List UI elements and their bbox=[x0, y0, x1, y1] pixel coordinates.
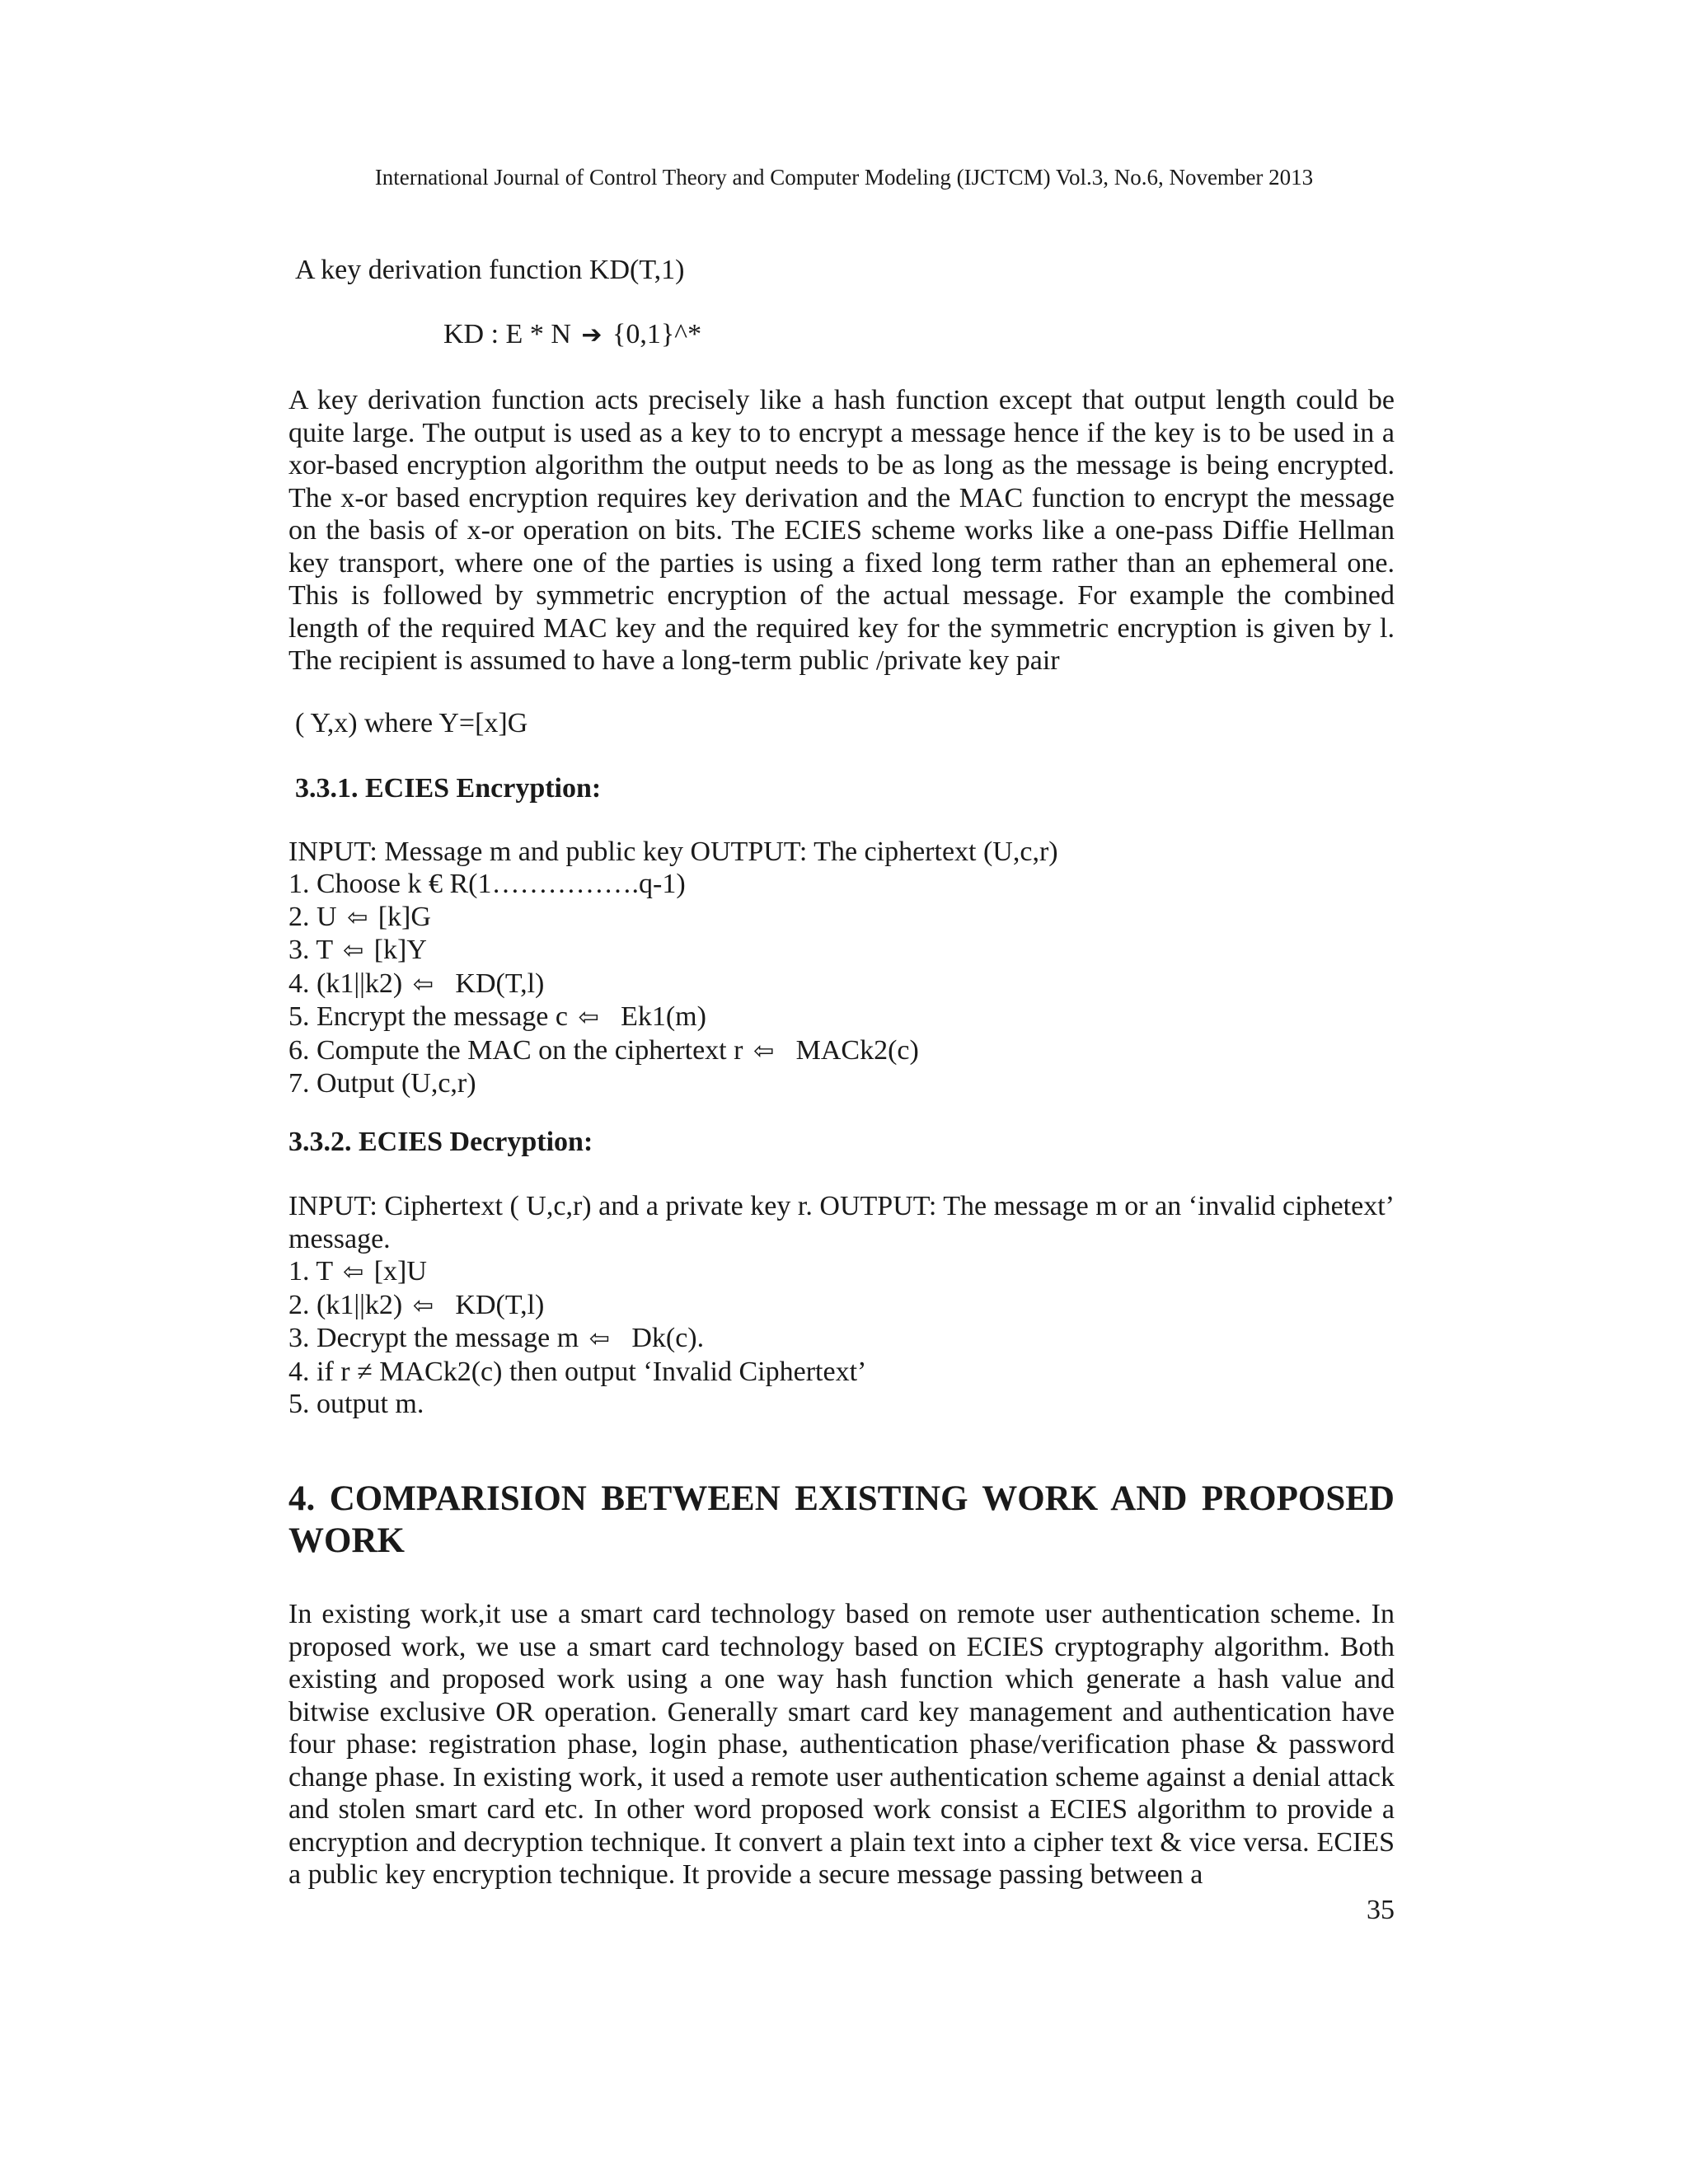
step-value: [x]U bbox=[373, 1256, 427, 1286]
right-arrow-icon: ➔ bbox=[581, 321, 603, 349]
kd-definition bbox=[443, 318, 701, 352]
step-value: KD(T,l) bbox=[455, 1289, 545, 1320]
decryption-heading: 3.3.2. ECIES Decryption: bbox=[288, 1127, 593, 1157]
step-value: [k]G bbox=[377, 901, 431, 932]
step-text: 4. (k1||k2) bbox=[288, 968, 403, 999]
encryption-step-4 bbox=[288, 968, 919, 1001]
decryption-io-text: INPUT: Ciphertext ( U,c,r) and a private key r. OUTPUT: The message m or an ‘invalid ciphetext’ message. bbox=[288, 1191, 1395, 1254]
left-arrow-icon: ⇦ bbox=[588, 1324, 610, 1353]
decryption-step-2 bbox=[288, 1289, 866, 1323]
left-arrow-icon: ⇦ bbox=[343, 936, 364, 965]
left-arrow-icon: ⇦ bbox=[412, 969, 434, 999]
section-4-paragraph-text: In existing work,it use a smart card technology based on remote user authentication scheme. In proposed work, we use a smart card technology based on ECIES cryptography algorithm. Both existing and proposed work using a one way hash function which generate a hash value and bitwise exclusive OR operation. Generally smart card key management and authentication have four phase: registration phase, login phase, authentication phase/verification phase & password change phase. In existing work, it used a remote user authentication scheme against a denial attack and stolen smart card etc. In other word proposed work consist a ECIES algorithm to provide a encryption and decryption technique. It convert a plain text into a cipher text & vice versa. ECIES a public key encryption technique. It provide a secure message passing between a bbox=[288, 1599, 1395, 1890]
decryption-steps bbox=[288, 1255, 866, 1421]
step-value: Dk(c). bbox=[631, 1323, 705, 1353]
left-arrow-icon: ⇦ bbox=[343, 1258, 364, 1286]
left-arrow-icon: ⇦ bbox=[578, 1003, 599, 1032]
step-text: 2. (k1||k2) bbox=[288, 1289, 403, 1320]
step-value: KD(T,l) bbox=[455, 968, 545, 999]
keypair-line: ( Y,x) where Y=[x]G bbox=[295, 708, 528, 738]
left-arrow-icon: ⇦ bbox=[412, 1291, 434, 1320]
decryption-step-1 bbox=[288, 1255, 866, 1289]
encryption-step-5 bbox=[288, 1001, 919, 1034]
kdf-intro: A key derivation function KD(T,1) bbox=[295, 255, 685, 285]
decryption-step-5: 5. output m. bbox=[288, 1389, 424, 1419]
step-text: 6. Compute the MAC on the ciphertext r bbox=[288, 1034, 743, 1066]
encryption-step-7: 7. Output (U,c,r) bbox=[288, 1068, 476, 1099]
kd-definition-right: {0,1}^* bbox=[612, 319, 702, 349]
step-text: 3. T bbox=[288, 935, 333, 965]
step-value: [k]Y bbox=[373, 935, 427, 965]
section-4-title: 4. COMPARISION BETWEEN EXISTING WORK AND PROPOSED WORK bbox=[288, 1479, 1395, 1560]
running-header: International Journal of Control Theory and Computer Modeling (IJCTCM) Vol.3, No.6, November 2013 bbox=[374, 165, 1314, 190]
decryption-step-4: 4. if r ≠ MACk2(c) then output ‘Invalid Ciphertext’ bbox=[288, 1356, 867, 1387]
encryption-io-line: INPUT: Message m and public key OUTPUT: The ciphertext (U,c,r) bbox=[288, 837, 1058, 867]
step-text: 3. Decrypt the message m bbox=[288, 1323, 579, 1353]
step-text: 5. Encrypt the message c bbox=[288, 1001, 568, 1032]
step-value: Ek1(m) bbox=[621, 1001, 706, 1032]
page-number: 35 bbox=[1367, 1895, 1395, 1925]
kdf-paragraph bbox=[288, 384, 1395, 677]
encryption-step-6 bbox=[288, 1034, 919, 1068]
left-arrow-icon: ⇦ bbox=[753, 1036, 775, 1066]
step-text: 1. T bbox=[288, 1256, 333, 1286]
kd-definition-left: KD : E * N bbox=[443, 319, 571, 349]
step-text: 2. U bbox=[288, 901, 337, 932]
step-value: MACk2(c) bbox=[795, 1034, 919, 1066]
encryption-heading: 3.3.1. ECIES Encryption: bbox=[295, 773, 602, 804]
decryption-io-line bbox=[288, 1190, 1395, 1255]
section-4-paragraph bbox=[288, 1598, 1395, 1891]
kdf-paragraph-text: A key derivation function acts precisely like a hash function except that output length could be quite large. The output is used as a key to to encrypt a message hence if the key is to be used in a xor-based encryption algorithm the output needs to be as long as the message is being encrypted. The x-or based encryption requires key derivation and the MAC function to encrypt the message on the basis of x-or operation on bits. The ECIES scheme works like a one-pass Diffie Hellman key transport, where one of the parties is using a fixed long term rather than an ephemeral one. This is followed by symmetric encryption of the actual message. For example the combined length of the required MAC key and the required key for the symmetric encryption is given by l. The recipient is assumed to have a long-term public /private key pair bbox=[288, 385, 1395, 676]
decryption-step-3 bbox=[288, 1322, 866, 1356]
encryption-step-2 bbox=[288, 901, 919, 935]
encryption-step-3 bbox=[288, 934, 919, 968]
encryption-steps bbox=[288, 868, 919, 1100]
left-arrow-icon: ⇦ bbox=[347, 902, 368, 932]
encryption-step-1: 1. Choose k € R(1…………….q-1) bbox=[288, 869, 686, 899]
